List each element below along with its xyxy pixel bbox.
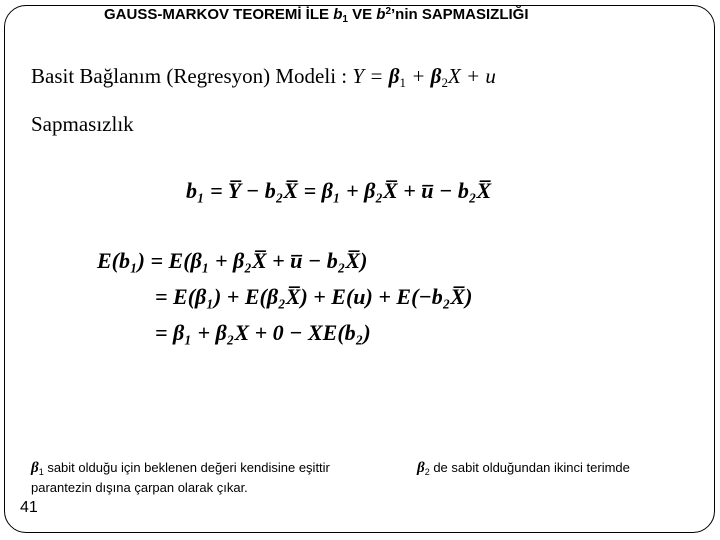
title-text-start: GAUSS-MARKOV TEOREMİ İLE: [104, 6, 334, 23]
model-beta1-sub: 1: [399, 75, 406, 90]
equation-line-1: b₁ = Y̅ − b₂X̅ = β₁ + β₂X̅ + u̅ − b₂X̅: [186, 178, 492, 203]
note1-text: sabit olduğu için beklenen değeri kendisine eşittir: [43, 460, 330, 475]
note2-text: de sabit olduğundan ikinci terimde: [429, 460, 630, 475]
note-beta1-line2: parantezin dışına çarpan olarak çıkar.: [31, 480, 248, 495]
note1-beta-symbol: β: [31, 460, 39, 476]
title-text-mid: VE: [347, 6, 377, 23]
page-number: 41: [20, 499, 38, 516]
note-beta1: [31, 460, 330, 477]
title-text-end: ’nin SAPMASIZLIĞI: [391, 6, 529, 23]
note-beta2: [417, 460, 630, 477]
model-beta2-sub: 2: [441, 75, 448, 90]
note2-beta-symbol: β: [417, 460, 425, 476]
title-b1-symbol: b: [333, 6, 343, 23]
equation-line-3: = E(β₁) + E(β₂X̅) + E(u) + E(−b₂X̅): [155, 284, 473, 309]
model-plus: +: [406, 64, 431, 88]
equation-line-4: = β₁ + β₂X + 0 − XE(b₂): [155, 320, 371, 345]
model-formula: [352, 64, 496, 88]
model-rest: X + u: [447, 64, 496, 88]
title-b2-subscript: 2: [385, 6, 392, 17]
note2-beta-subscript: 2: [424, 467, 430, 477]
model-beta1: β: [388, 64, 400, 88]
note1-beta-subscript: 1: [38, 467, 44, 477]
title-b1-subscript: 1: [342, 14, 348, 25]
slide-title: [104, 6, 529, 25]
title-b2-symbol: b: [376, 6, 386, 23]
model-y: Y =: [352, 64, 389, 88]
equation-line-2: E(b₁) = E(β₁ + β₂X̅ + u̅ − b₂X̅): [97, 248, 368, 273]
model-definition: [31, 64, 496, 91]
model-label: Basit Bağlanım (Regresyon) Modeli :: [31, 64, 353, 88]
section-heading: Sapmasızlık: [31, 112, 134, 136]
model-beta2: β: [430, 64, 442, 88]
